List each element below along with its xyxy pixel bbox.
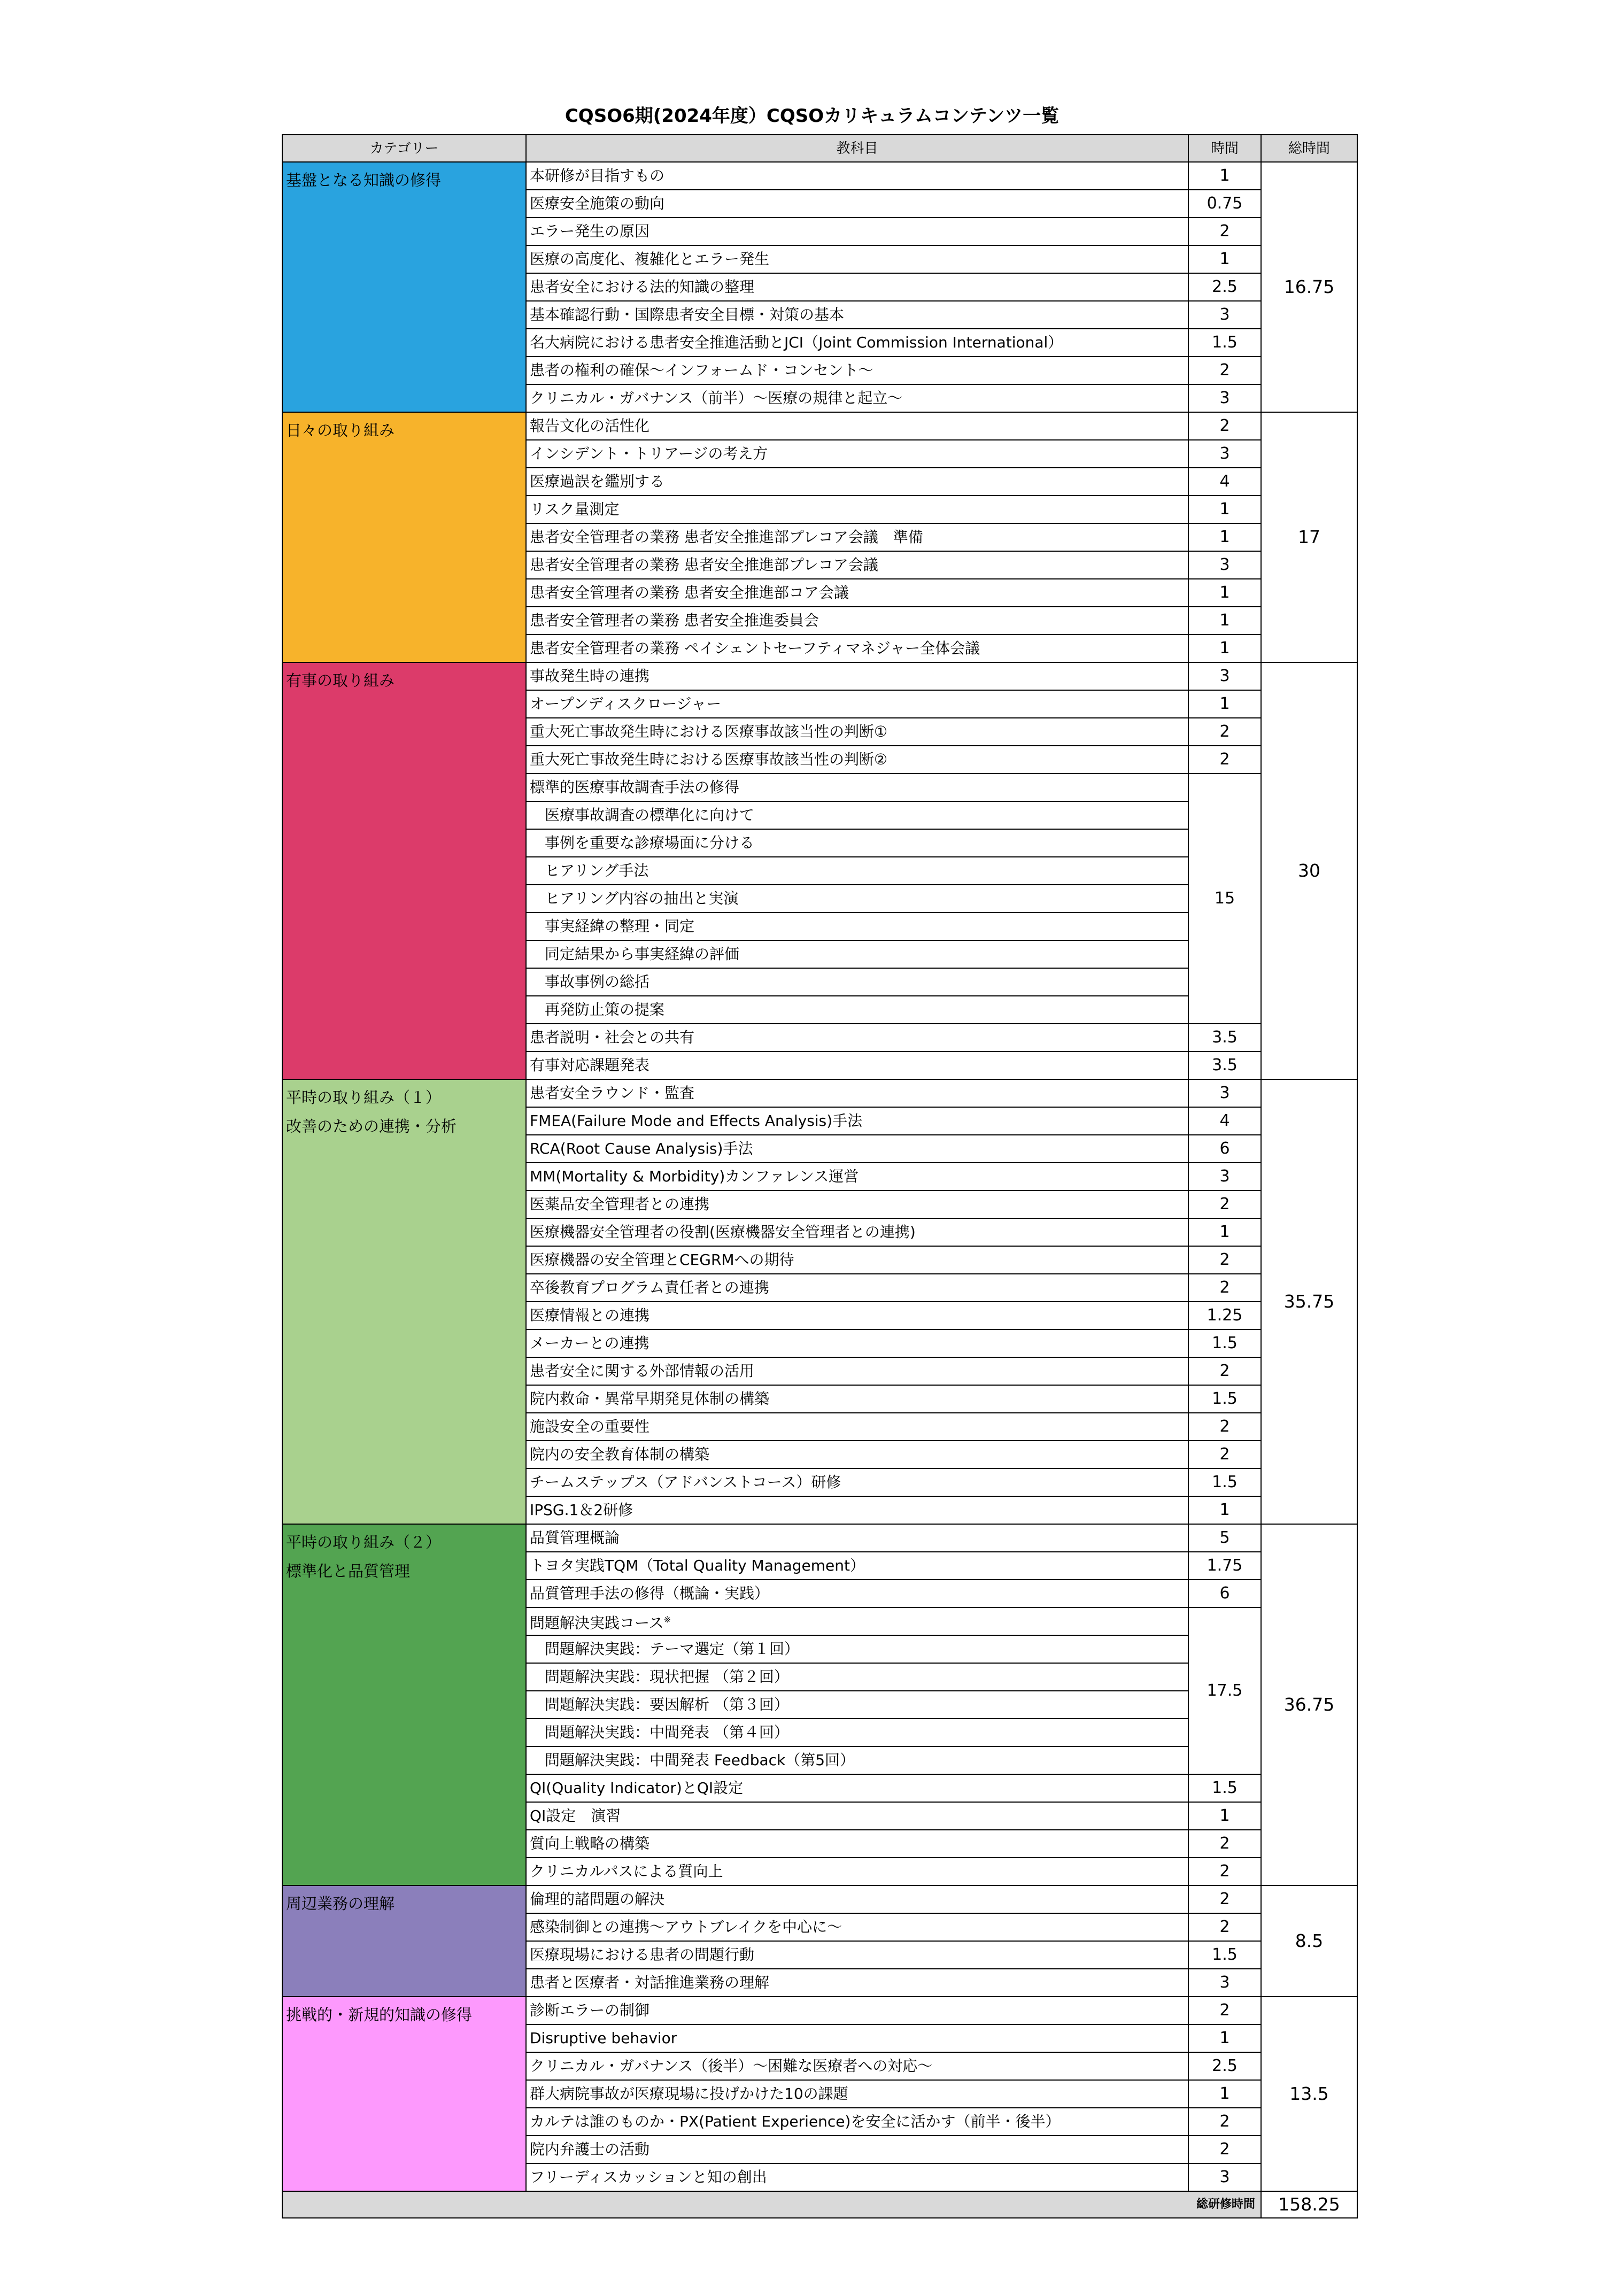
category-name: 有事の取り組み xyxy=(286,671,395,690)
hours-cell: 1 xyxy=(1188,245,1261,273)
hours-cell: 3 xyxy=(1188,384,1261,412)
subject-cell: 医療の高度化、複雑化とエラー発生 xyxy=(526,245,1188,273)
subject-cell: クリニカルパスによる質向上 xyxy=(526,1858,1188,1885)
hours-cell: 1.5 xyxy=(1188,329,1261,357)
hours-cell: 17.5 xyxy=(1188,1607,1261,1774)
subject-cell: 患者安全管理者の業務 患者安全推進委員会 xyxy=(526,607,1188,635)
subject-group-cell xyxy=(526,1607,1188,1635)
subject-cell: 有事対応課題発表 xyxy=(526,1052,1188,1079)
subject-cell: 医療過誤を鑑別する xyxy=(526,468,1188,496)
subject-cell: トヨタ実践TQM（Total Quality Management） xyxy=(526,1552,1188,1580)
category-cell xyxy=(282,1524,526,1885)
hours-cell: 4 xyxy=(1188,468,1261,496)
hours-cell: 2 xyxy=(1188,1441,1261,1468)
category-subname: 標準化と品質管理 xyxy=(286,1562,411,1580)
grand-total-row xyxy=(282,2191,1357,2218)
hours-cell: 1 xyxy=(1188,2024,1261,2052)
hours-cell: 6 xyxy=(1188,1580,1261,1607)
hours-cell: 1 xyxy=(1188,690,1261,718)
subject-cell: 医療情報との連携 xyxy=(526,1302,1188,1329)
subject-cell: 患者安全に関する外部情報の活用 xyxy=(526,1357,1188,1385)
hours-cell: 2 xyxy=(1188,1413,1261,1441)
category-total-cell: 30 xyxy=(1261,662,1357,1079)
subject-cell: 患者安全管理者の業務 患者安全推進部コア会議 xyxy=(526,579,1188,607)
hours-cell: 1 xyxy=(1188,579,1261,607)
subject-cell: クリニカル・ガバナンス（前半）～医療の規律と起立～ xyxy=(526,384,1188,412)
header-hours: 時間 xyxy=(1188,135,1261,162)
subject-cell: 患者安全管理者の業務 ペイシェントセーフティマネジャー全体会議 xyxy=(526,635,1188,662)
hours-cell: 1.5 xyxy=(1188,1329,1261,1357)
subject-cell: 患者安全管理者の業務 患者安全推進部プレコア会議 準備 xyxy=(526,523,1188,551)
hours-cell: 6 xyxy=(1188,1135,1261,1163)
category-cell xyxy=(282,162,526,412)
category-cell xyxy=(282,662,526,1079)
subject-cell: リスク量測定 xyxy=(526,496,1188,523)
hours-cell: 1 xyxy=(1188,523,1261,551)
header-category: カテゴリー xyxy=(282,135,526,162)
hours-cell: 1.5 xyxy=(1188,1385,1261,1413)
hours-cell: 3 xyxy=(1188,551,1261,579)
hours-cell: 2 xyxy=(1188,412,1261,440)
category-total-cell: 16.75 xyxy=(1261,162,1357,412)
category-name: 平時の取り組み（２） xyxy=(286,1533,442,1551)
subject-cell: 品質管理手法の修得（概論・実践） xyxy=(526,1580,1188,1607)
category-total-cell: 35.75 xyxy=(1261,1079,1357,1524)
subject-cell: 医療機器の安全管理とCEGRMへの期待 xyxy=(526,1246,1188,1274)
subject-cell: 名大病院における患者安全推進活動とJCI（Joint Commission International） xyxy=(526,329,1188,357)
hours-cell: 5 xyxy=(1188,1524,1261,1552)
table-row xyxy=(282,412,1357,440)
category-total-cell: 8.5 xyxy=(1261,1885,1357,1997)
subject-cell: 診断エラーの制御 xyxy=(526,1997,1188,2024)
header-subject: 教科目 xyxy=(526,135,1188,162)
note-mark: ※ xyxy=(663,1614,671,1625)
hours-cell: 3 xyxy=(1188,1969,1261,1997)
hours-cell: 2 xyxy=(1188,746,1261,774)
table-row xyxy=(282,1079,1357,1107)
subject-cell: 医薬品安全管理者との連携 xyxy=(526,1190,1188,1218)
subject-subitem-cell: ヒアリング手法 xyxy=(526,857,1188,885)
subject-cell: 質向上戦略の構築 xyxy=(526,1830,1188,1858)
subject-cell: 患者と医療者・対話推進業務の理解 xyxy=(526,1969,1188,1997)
category-total-cell: 17 xyxy=(1261,412,1357,662)
subject-cell: QI(Quality Indicator)とQI設定 xyxy=(526,1774,1188,1802)
hours-cell: 1 xyxy=(1188,496,1261,523)
subject-cell: IPSG.1＆2研修 xyxy=(526,1496,1188,1524)
header-total: 総時間 xyxy=(1261,135,1357,162)
hours-cell: 4 xyxy=(1188,1107,1261,1135)
subject-cell: 本研修が目指すもの xyxy=(526,162,1188,190)
subject-cell: クリニカル・ガバナンス（後半）～困難な医療者への対応～ xyxy=(526,2052,1188,2080)
category-name: 周辺業務の理解 xyxy=(286,1895,395,1913)
subject-subitem-cell: 問題解決実践：要因解析 （第３回） xyxy=(526,1691,1188,1719)
category-cell xyxy=(282,1079,526,1524)
table-row xyxy=(282,1997,1357,2024)
subject-subitem-cell: 問題解決実践：中間発表 （第４回） xyxy=(526,1719,1188,1746)
hours-cell: 1 xyxy=(1188,635,1261,662)
subject-cell: 院内救命・異常早期発見体制の構築 xyxy=(526,1385,1188,1413)
subject-cell: 患者の権利の確保～インフォームド・コンセント～ xyxy=(526,357,1188,384)
hours-cell: 2.5 xyxy=(1188,2052,1261,2080)
grand-total-label: 総研修時間 xyxy=(282,2191,1261,2218)
subject-subitem-cell: ヒアリング内容の抽出と実演 xyxy=(526,885,1188,913)
subject-cell: 報告文化の活性化 xyxy=(526,412,1188,440)
subject-cell: MM(Mortality & Morbidity)カンファレンス運営 xyxy=(526,1163,1188,1190)
subject-cell: エラー発生の原因 xyxy=(526,218,1188,245)
subject-subitem-cell: 事例を重要な診療場面に分ける xyxy=(526,829,1188,857)
hours-cell: 1 xyxy=(1188,1218,1261,1246)
hours-cell: 1.5 xyxy=(1188,1774,1261,1802)
hours-cell: 1 xyxy=(1188,162,1261,190)
hours-cell: 3.5 xyxy=(1188,1024,1261,1052)
category-cell xyxy=(282,1885,526,1997)
hours-cell: 2 xyxy=(1188,1830,1261,1858)
subject-cell: 医療現場における患者の問題行動 xyxy=(526,1941,1188,1969)
hours-cell: 1.75 xyxy=(1188,1552,1261,1580)
hours-cell: 2 xyxy=(1188,1357,1261,1385)
hours-cell: 2.5 xyxy=(1188,273,1261,301)
category-subname: 改善のための連携・分析 xyxy=(286,1117,457,1135)
hours-cell: 2 xyxy=(1188,1997,1261,2024)
subject-cell: 重大死亡事故発生時における医療事故該当性の判断① xyxy=(526,718,1188,746)
hours-cell: 3 xyxy=(1188,2163,1261,2191)
subject-cell: RCA(Root Cause Analysis)手法 xyxy=(526,1135,1188,1163)
subject-subitem-cell: 再発防止策の提案 xyxy=(526,996,1188,1024)
subject-cell: 基本確認行動・国際患者安全目標・対策の基本 xyxy=(526,301,1188,329)
subject-cell: 患者安全ラウンド・監査 xyxy=(526,1079,1188,1107)
hours-cell: 3 xyxy=(1188,1079,1261,1107)
subject-cell: FMEA(Failure Mode and Effects Analysis)手法 xyxy=(526,1107,1188,1135)
subject-subitem-cell: 同定結果から事実経緯の評価 xyxy=(526,940,1188,968)
subject-cell: オープンディスクロージャー xyxy=(526,690,1188,718)
hours-cell: 1 xyxy=(1188,2080,1261,2108)
subject-group-label: 標準的医療事故調査手法の修得 xyxy=(530,778,740,796)
hours-cell: 2 xyxy=(1188,1885,1261,1913)
hours-cell: 2 xyxy=(1188,1913,1261,1941)
subject-subitem-cell: 問題解決実践：現状把握 （第２回） xyxy=(526,1663,1188,1691)
category-name: 挑戦的・新規的知識の修得 xyxy=(286,2006,473,2024)
hours-cell: 3 xyxy=(1188,301,1261,329)
table-row xyxy=(282,162,1357,190)
subject-cell: Disruptive behavior xyxy=(526,2024,1188,2052)
hours-cell: 2 xyxy=(1188,1274,1261,1302)
subject-subitem-cell: 事実経緯の整理・同定 xyxy=(526,913,1188,940)
hours-cell: 2 xyxy=(1188,2108,1261,2136)
hours-cell: 2 xyxy=(1188,2136,1261,2163)
subject-cell: チームステップス（アドバンストコース）研修 xyxy=(526,1468,1188,1496)
subject-subitem-cell: 事故事例の総括 xyxy=(526,968,1188,996)
subject-subitem-cell: 医療事故調査の標準化に向けて xyxy=(526,801,1188,829)
category-name: 平時の取り組み（１） xyxy=(286,1088,442,1107)
subject-subitem-cell: 問題解決実践：中間発表 Feedback（第5回） xyxy=(526,1746,1188,1774)
category-total-cell: 36.75 xyxy=(1261,1524,1357,1885)
subject-cell: フリーディスカッションと知の創出 xyxy=(526,2163,1188,2191)
curriculum-table xyxy=(282,134,1358,2218)
hours-cell: 2 xyxy=(1188,218,1261,245)
subject-group-label: 問題解決実践コース xyxy=(530,1614,664,1632)
subject-cell: インシデント・トリアージの考え方 xyxy=(526,440,1188,468)
subject-cell: 患者安全管理者の業務 患者安全推進部プレコア会議 xyxy=(526,551,1188,579)
hours-cell: 1 xyxy=(1188,607,1261,635)
hours-cell: 15 xyxy=(1188,774,1261,1024)
category-cell xyxy=(282,412,526,662)
hours-cell: 2 xyxy=(1188,1246,1261,1274)
subject-cell: 患者安全における法的知識の整理 xyxy=(526,273,1188,301)
subject-cell: 卒後教育プログラム責任者との連携 xyxy=(526,1274,1188,1302)
hours-cell: 1.5 xyxy=(1188,1941,1261,1969)
table-header-row xyxy=(282,135,1357,162)
subject-cell: 医療安全施策の動向 xyxy=(526,190,1188,218)
category-total-cell: 13.5 xyxy=(1261,1997,1357,2191)
subject-cell: 群大病院事故が医療現場に投げかけた10の課題 xyxy=(526,2080,1188,2108)
subject-cell: 施設安全の重要性 xyxy=(526,1413,1188,1441)
subject-cell: 重大死亡事故発生時における医療事故該当性の判断② xyxy=(526,746,1188,774)
subject-cell: 院内の安全教育体制の構築 xyxy=(526,1441,1188,1468)
hours-cell: 1.5 xyxy=(1188,1468,1261,1496)
hours-cell: 3 xyxy=(1188,1163,1261,1190)
table-row xyxy=(282,1885,1357,1913)
subject-cell: 感染制御との連携～アウトブレイクを中心に～ xyxy=(526,1913,1188,1941)
hours-cell: 2 xyxy=(1188,718,1261,746)
subject-cell: QI設定 演習 xyxy=(526,1802,1188,1830)
category-name: 基盤となる知識の修得 xyxy=(286,171,442,189)
subject-cell: カルテは誰のものか・PX(Patient Experience)を安全に活かす（前半・後半） xyxy=(526,2108,1188,2136)
hours-cell: 1 xyxy=(1188,1496,1261,1524)
subject-cell: メーカーとの連携 xyxy=(526,1329,1188,1357)
hours-cell: 2 xyxy=(1188,1190,1261,1218)
hours-cell: 3 xyxy=(1188,662,1261,690)
subject-cell: 倫理的諸問題の解決 xyxy=(526,1885,1188,1913)
subject-subitem-cell: 問題解決実践：テーマ選定（第１回） xyxy=(526,1635,1188,1663)
subject-cell: 患者説明・社会との共有 xyxy=(526,1024,1188,1052)
hours-cell: 3.5 xyxy=(1188,1052,1261,1079)
table-row xyxy=(282,1524,1357,1552)
subject-group-cell xyxy=(526,774,1188,801)
hours-cell: 1 xyxy=(1188,1802,1261,1830)
subject-cell: 院内弁護士の活動 xyxy=(526,2136,1188,2163)
subject-cell: 医療機器安全管理者の役割(医療機器安全管理者との連携) xyxy=(526,1218,1188,1246)
grand-total-value: 158.25 xyxy=(1261,2191,1357,2218)
subject-cell: 品質管理概論 xyxy=(526,1524,1188,1552)
hours-cell: 1.25 xyxy=(1188,1302,1261,1329)
subject-cell: 事故発生時の連携 xyxy=(526,662,1188,690)
hours-cell: 2 xyxy=(1188,1858,1261,1885)
category-cell xyxy=(282,1997,526,2191)
hours-cell: 2 xyxy=(1188,357,1261,384)
category-name: 日々の取り組み xyxy=(286,421,395,439)
table-row xyxy=(282,662,1357,690)
hours-cell: 0.75 xyxy=(1188,190,1261,218)
page-title: CQSO6期(2024年度）CQSOカリキュラムコンテンツ一覧 xyxy=(564,105,1060,127)
hours-cell: 3 xyxy=(1188,440,1261,468)
